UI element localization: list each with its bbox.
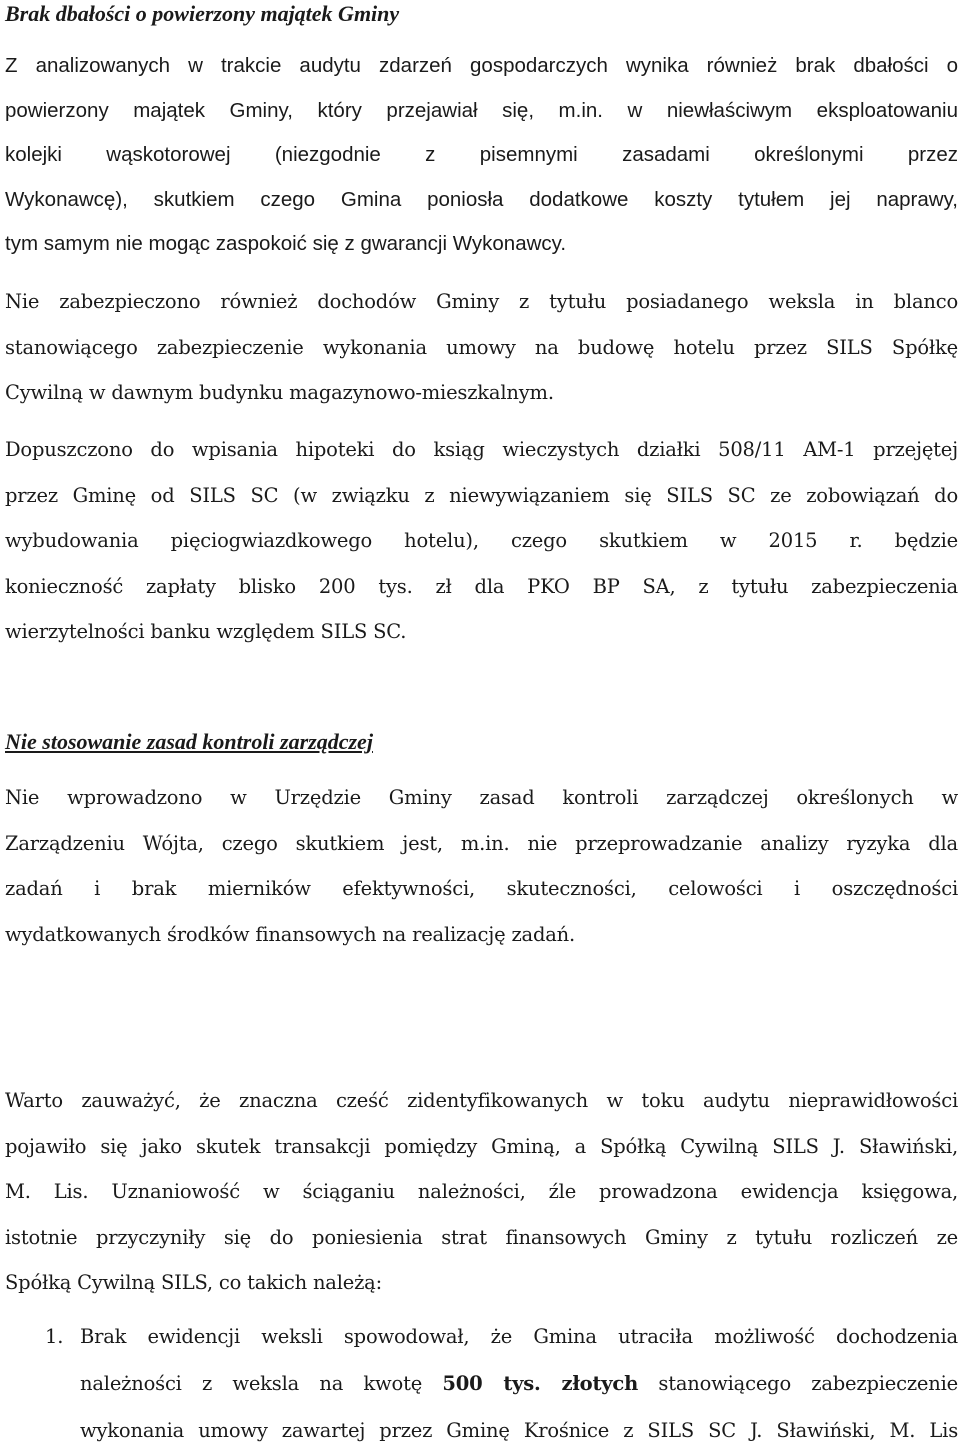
text-line: Brak ewidencji weksli spowodował, że Gmina utraciła możliwość dochodzenia <box>80 1325 958 1348</box>
section-heading-management-control: Nie stosowanie zasad kontroli zarządczej <box>5 729 373 754</box>
text-line: Nie zabezpieczono również dochodów Gminy z tytułu posiadanego weksla in blanco <box>5 290 958 313</box>
amount-bold: 500 tys. złotych <box>442 1372 639 1395</box>
text-line: Spółką Cywilną SILS, co takich należą: <box>5 1271 382 1294</box>
text-line: M. Lis. Uznaniowość w ściąganiu należności, źle prowadzona ewidencja księgowa, <box>5 1180 958 1203</box>
paragraph-narrow-gauge-railway <box>5 44 958 267</box>
text-line: wybudowania pięciogwiazdkowego hotelu), czego skutkiem w 2015 r. będzie <box>5 529 958 552</box>
list-item <box>5 1313 958 1454</box>
paragraph-summary <box>5 1078 958 1306</box>
text-line: Z analizowanych w trakcie audytu zdarzeń gospodarczych wynika również brak dbałości o <box>5 54 958 77</box>
text-line: Cywilną w dawnym budynku magazynowo-mieszkalnym. <box>5 381 554 404</box>
text-line: kolejki wąskotorowej (niezgodnie z pisemnymi zasadami określonymi przez <box>5 143 958 166</box>
section-heading-asset-care: Brak dbałości o powierzony majątek Gminy <box>5 1 400 26</box>
text-line: Warto zauważyć, że znaczna cześć zidentyfikowanych w toku audytu nieprawidłowości <box>5 1089 958 1112</box>
paragraph-mortgage <box>5 427 958 655</box>
text-line: istotnie przyczyniły się do poniesienia strat finansowych Gminy z tytułu rozliczeń ze <box>5 1225 958 1249</box>
text-line-with-amount <box>80 1360 958 1407</box>
text-line: Dopuszczono do wpisania hipoteki do ksiąg wieczystych działki 508/11 AM-1 przejętej <box>5 438 958 461</box>
text-line: Nie wprowadzono w Urzędzie Gminy zasad kontroli zarządczej określonych w <box>5 786 958 809</box>
text-line: zadań i brak mierników efektywności, skuteczności, celowości i oszczędności <box>5 877 958 900</box>
text-line: wydatkowanych środków finansowych na realizację zadań. <box>5 922 576 946</box>
text-line: Wykonawcę), skutkiem czego Gmina poniosła dodatkowe koszty tytułem jej naprawy, <box>5 187 958 211</box>
paragraph-management-control <box>5 775 958 957</box>
list-item-number: 1. <box>45 1325 64 1348</box>
text-line: stanowiącego zabezpieczenie wykonania umowy na budowę hotelu przez SILS Spółkę <box>5 335 958 359</box>
paragraph-blank-bill <box>5 279 958 416</box>
text-fragment: należności z weksla na kwotę <box>80 1372 443 1395</box>
issues-list <box>5 1313 958 1454</box>
text-line: tym samym nie mogąc zaspokoić się z gwarancji Wykonawcy. <box>5 232 567 255</box>
text-line: przez Gminę od SILS SC (w związku z niewywiązaniem się SILS SC ze zobowiązań do <box>5 483 958 507</box>
text-line: wykonania umowy zawartej przez Gminę Krośnice z SILS SC J. Sławiński, M. Lis <box>80 1419 958 1442</box>
text-line: konieczność zapłaty blisko 200 tys. zł dla PKO BP SA, z tytułu zabezpieczenia <box>5 574 958 598</box>
text-line: powierzony majątek Gminy, który przejawiał się, m.in. w niewłaściwym eksploatowaniu <box>5 98 958 122</box>
text-line: pojawiło się jako skutek transakcji pomiędzy Gminą, a Spółką Cywilną SILS J. Sławiński, <box>5 1134 958 1158</box>
text-fragment: stanowiącego zabezpieczenie <box>638 1372 959 1395</box>
text-line: Zarządzeniu Wójta, czego skutkiem jest, m.in. nie przeprowadzanie analizy ryzyka dla <box>5 831 958 855</box>
text-line: wierzytelności banku względem SILS SC. <box>5 620 407 643</box>
